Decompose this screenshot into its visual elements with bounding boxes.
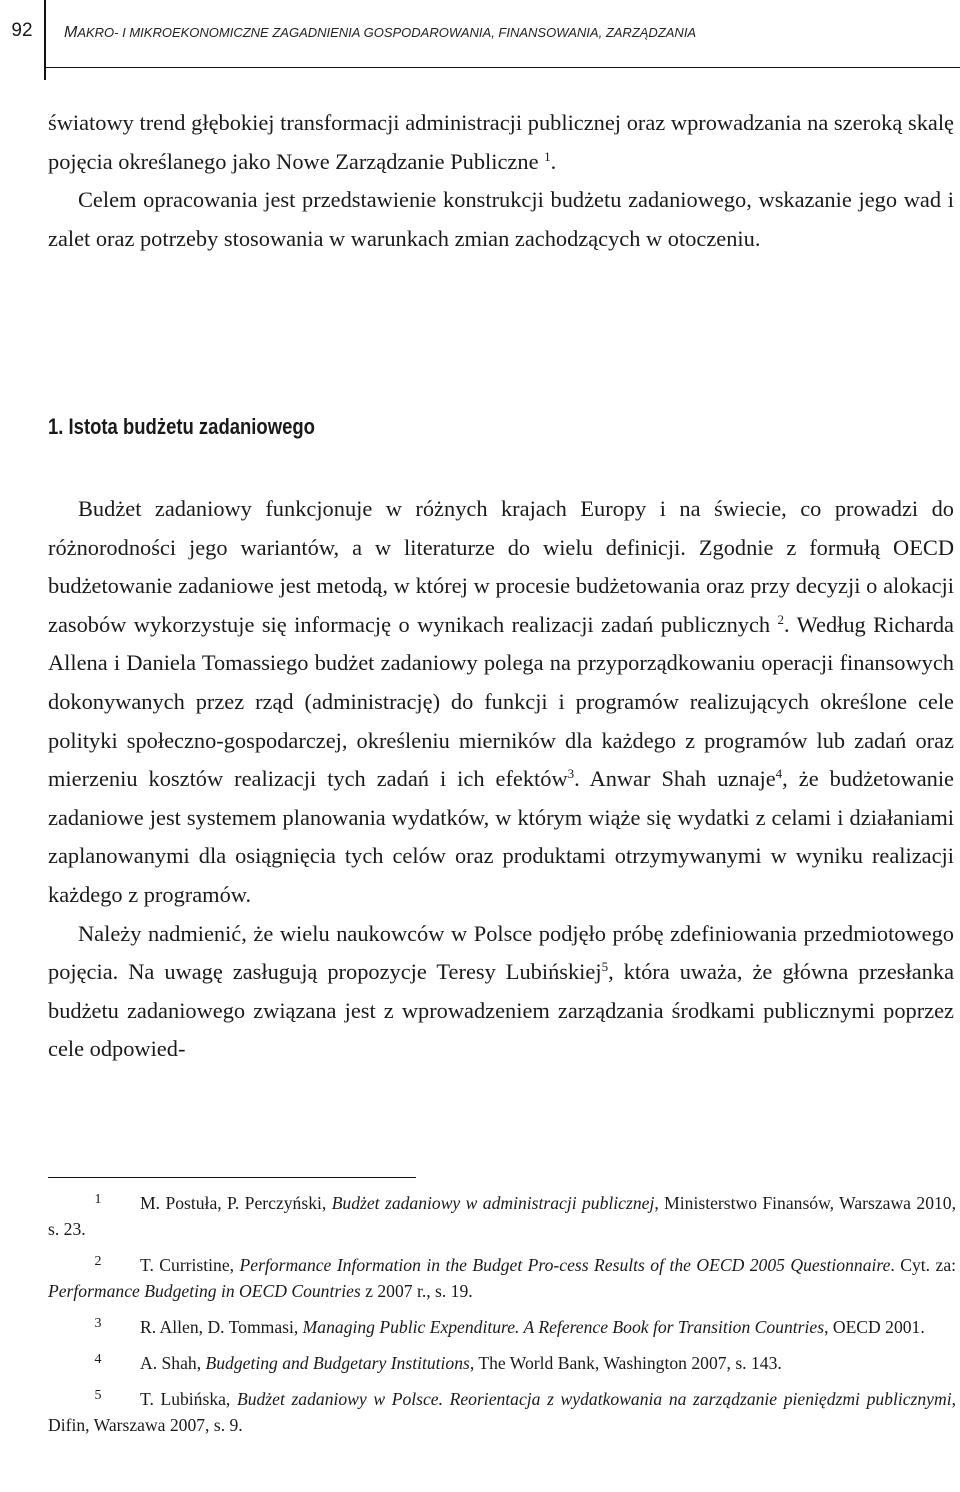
intro-paragraph-1-text: światowy trend głębokiej transformacji administracji publicznej oraz wprowadzania na szeroką skalę pojęcia określanego jako Nowe Zarządzanie Publiczne xyxy=(48,110,954,174)
footnote-rest: , OECD 2001. xyxy=(824,1317,925,1337)
footnote-author: T. Curristine, xyxy=(140,1255,240,1275)
footnote-title-2: Performance Budgeting in OECD Countries xyxy=(48,1281,361,1301)
section-heading: 1. Istota budżetu zadaniowego xyxy=(48,414,315,439)
footnote-3: 3 R. Allen, D. Tommasi, Managing Public Expenditure. A Reference Book for Transition Countries, OECD 2001. xyxy=(94,1316,925,1337)
footnote-author: R. Allen, D. Tommasi, xyxy=(140,1317,303,1337)
footnote-ref-5[interactable]: 5 xyxy=(601,959,609,975)
section-p2-part-a: Należy nadmienić, że wielu naukowców w Polsce podjęło próbę zdefiniowania przedmiotowego pojęcia. Na uwagę zasługują propozycje Teresy Lubińskiej xyxy=(48,920,954,985)
footnote-title: Budżet zadaniowy w Polsce. Reorientacja z wydatkowania na zarządzanie pieniędzmi publicznymi xyxy=(236,1389,952,1409)
footnote-author: A. Shah, xyxy=(140,1353,206,1373)
running-header-rest: AKRO- I MIKROEKONOMICZNE ZAGADNIENIA GOSPODAROWANIA, FINANSOWANIA, ZARZĄDZANIA xyxy=(77,25,697,40)
footnote-rest: , Ministerstwo Finansów, Warszawa 2010, s. 23. xyxy=(48,1193,956,1239)
footnote-ref-1[interactable]: 1 xyxy=(544,148,551,164)
section-paragraph-1 xyxy=(48,490,954,915)
footnote-author: M. Postuła, P. Perczyński, xyxy=(140,1193,332,1213)
footnote-author: T. Lubińska, xyxy=(140,1389,237,1409)
intro-paragraph-2: Celem opracowania jest przedstawienie konstrukcji budżetu zadaniowego, wskazanie jego wad i zalet oraz potrzeby stosowania w warunkach zmian zachodzących w otoczeniu. xyxy=(48,187,954,251)
footnote-rest-b: z 2007 r., s. 19. xyxy=(360,1281,473,1301)
section-p1-part-a: Budżet zadaniowy funkcjonuje w różnych krajach Europy i na świecie, co prowadzi do różnorodności jego wariantów, a w literaturze do wielu definicji. Zgodnie z formułą OECD budżetowanie zadaniowe jest metodą, w której w procesie budżetowania oraz przy decyzji o alokacji zasobów wykorzystuje się informację o wynikach realizacji zadań publicznych xyxy=(48,496,954,637)
footnote-ref-3[interactable]: 3 xyxy=(567,766,575,782)
header-vertical-rule xyxy=(44,0,46,80)
footnote-title: Budgeting and Budgetary Institutions xyxy=(205,1353,470,1373)
footnote-title: Performance Information in the Budget Pro-cess Results of the OECD 2005 Questionnaire xyxy=(239,1255,891,1275)
footnote-ref-2[interactable]: 2 xyxy=(777,611,785,627)
footnote-rest: , Difin, Warszawa 2007, s. 9. xyxy=(48,1389,956,1435)
footnote-2: 2 T. Curristine, Performance Information in the Budget Pro-cess Results of the OECD 2005 Questionnaire. Cyt. za: Performance Budgeting in OECD Countries z 2007 r., s. 19. xyxy=(48,1254,957,1301)
running-header-lead: M xyxy=(64,24,78,41)
section-p1-part-d: , że budżetowanie zadaniowe jest systemem planowania wydatków, w którym wiąże się wydatki z celami i działaniami zaplanowanymi dla osiągnięcia tych celów oraz produktami otrzymywanymi w wyniku realizacji każdego z programów. xyxy=(48,766,954,907)
section-p2-part-b: , która uważa, że główna przesłanka budżetu zadaniowego związana jest z wprowadzeniem zarządzania środkami publicznymi poprzez cele odpowied- xyxy=(48,959,955,1062)
footnote-1: 1 M. Postuła, P. Perczyński, Budżet zadaniowy w administracji publicznej, Ministerstwo Finansów, Warszawa 2010, s. 23. xyxy=(48,1192,956,1239)
footnote-separator xyxy=(48,1177,416,1178)
footnote-title: Budżet zadaniowy w administracji publicznej xyxy=(331,1193,655,1213)
footnote-ref-4[interactable]: 4 xyxy=(775,766,783,782)
header-rule xyxy=(44,67,960,68)
page-number: 92 xyxy=(11,20,33,41)
footnote-5: 5 T. Lubińska, Budżet zadaniowy w Polsce. Reorientacja z wydatkowania na zarządzanie pieniędzmi publicznymi, Difin, Warszawa 2007, s. 9. xyxy=(48,1388,956,1435)
intro-paragraph-1-end: . xyxy=(550,148,557,174)
section-p1-part-b: . Według Richarda Allena i Daniela Tomassiego budżet zadaniowy polega na przyporządkowaniu operacji finansowych dokonywanych przez rząd (administrację) do funkcji i programów realizujących określone cele polityki społeczno-gospodarczej, określeniu mierników dla każdego z programów lub zadań oraz mierzeniu kosztów realizacji tych zadań i ich efektów xyxy=(48,611,954,792)
intro-text xyxy=(48,104,954,258)
footnote-4: 4 A. Shah, Budgeting and Budgetary Institutions, The World Bank, Washington 2007, s. 143. xyxy=(94,1352,782,1373)
running-header xyxy=(64,24,944,42)
footnotes xyxy=(48,1190,956,1448)
footnote-rest: , The World Bank, Washington 2007, s. 143. xyxy=(469,1353,782,1373)
section-p1-part-c: . Anwar Shah uznaje xyxy=(574,766,776,792)
footnote-rest-a: . Cyt. za: xyxy=(890,1255,957,1275)
intro-paragraph-1 xyxy=(48,104,954,181)
section-text xyxy=(48,490,954,1069)
footnote-title: Managing Public Expenditure. A Reference Book for Transition Countries xyxy=(302,1317,825,1337)
section-paragraph-2 xyxy=(48,915,954,1069)
